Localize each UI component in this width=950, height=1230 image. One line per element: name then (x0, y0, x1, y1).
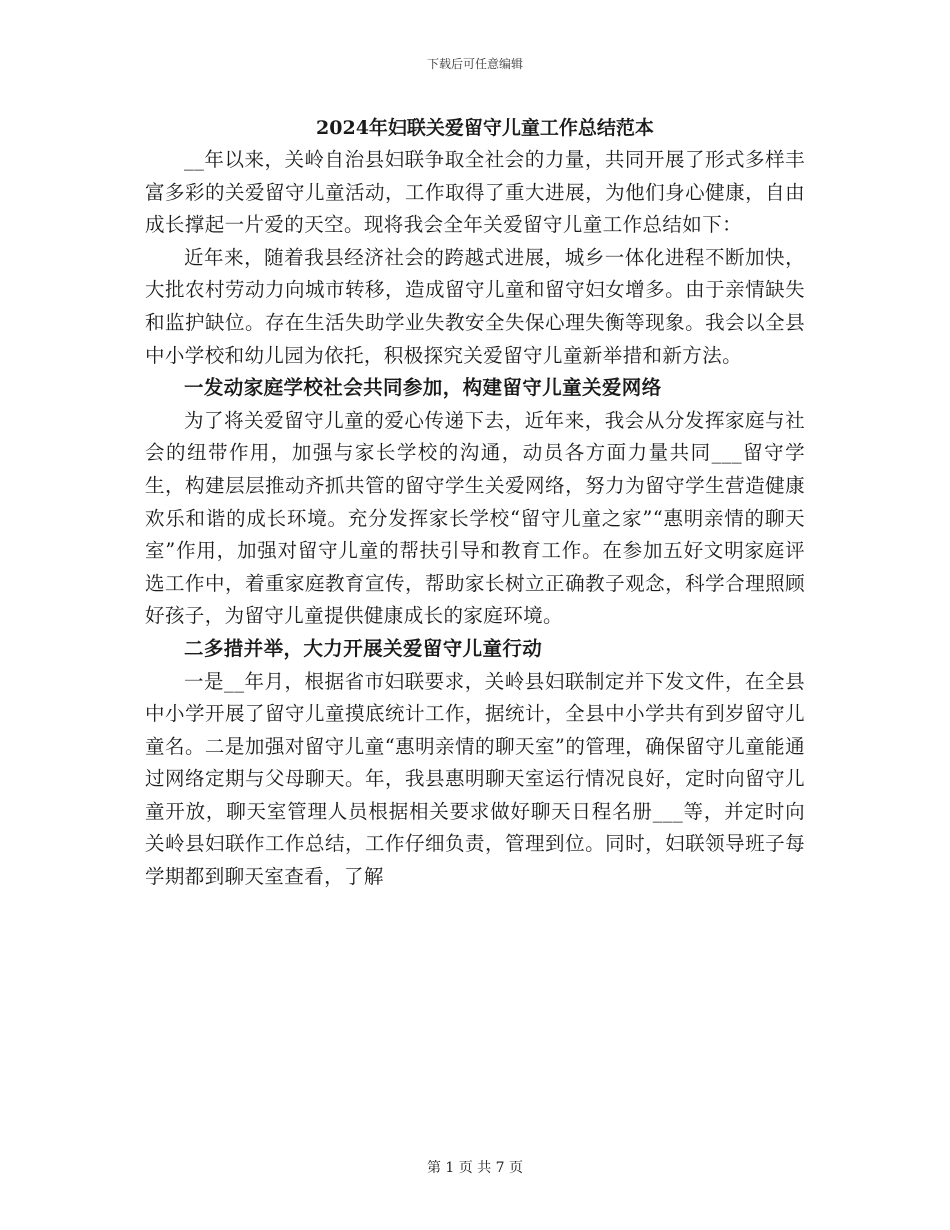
paragraph-intro: __年以来，关岭自治县妇联争取全社会的力量，共同开展了形式多样丰富多彩的关爱留守儿童活动，工作取得了重大进展，为他们身心健康，自由成长撑起一片爱的天空。现将我会全年关爱留守儿童工作总结如下： (145, 148, 805, 237)
paragraph-section-1: 为了将关爱留守儿童的爱心传递下去，近年来，我会从分发挥家庭与社会的纽带作用，加强与家长学校的沟通，动员各方面力量共同___留守学生，构建层层推动齐抓共管的留守学生关爱网络，努力为留守学生营造健康欢乐和谐的成长环境。充分发挥家长学校“留守儿童之家”“惠明亲情的聊天室”作用，加强对留守儿童的帮扶引导和教育工作。在参加五好文明家庭评选工作中，着重家庭教育宣传，帮助家长树立正确教子观念，科学合理照顾好孩子，为留守儿童提供健康成长的家庭环境。 (145, 408, 805, 628)
section-heading-1: 一发动家庭学校社会共同参加，构建留守儿童关爱网络 (184, 376, 662, 400)
header-note: 下载后可任意编辑 (426, 57, 523, 71)
section-heading-2: 二多措并举，大力开展关爱留守儿童行动 (184, 636, 543, 660)
page-number: 第 1 页 共 7 页 (426, 1160, 524, 1176)
document-body (145, 112, 805, 894)
document-title: 2024年妇联关爱留守儿童工作总结范本 (316, 117, 654, 139)
paragraph-section-2: 一是__年月，根据省市妇联要求，关岭县妇联制定并下发文件，在全县中小学开展了留守儿童摸底统计工作，据统计，全县中小学共有到岁留守儿童名。二是加强对留守儿童“惠明亲情的聊天室”的管理，确保留守儿童能通过网络定期与父母聊天。年，我县惠明聊天室运行情况良好，定时向留守儿童开放，聊天室管理人员根据相关要求做好聊天日程名册___等，并定时向关岭县妇联作工作总结，工作仔细负责，管理到位。同时，妇联领导班子每学期都到聊天室查看，了解 (145, 669, 805, 889)
paragraph-background: 近年来，随着我县经济社会的跨越式进展，城乡一体化进程不断加快，大批农村劳动力向城市转移，造成留守儿童和留守妇女增多。由于亲情缺失和监护缺位。存在生活失助学业失教安全失保心理失衡等现象。我会以全县中小学校和幼儿园为依托，积极探究关爱留守儿童新举措和新方法。 (145, 245, 805, 367)
